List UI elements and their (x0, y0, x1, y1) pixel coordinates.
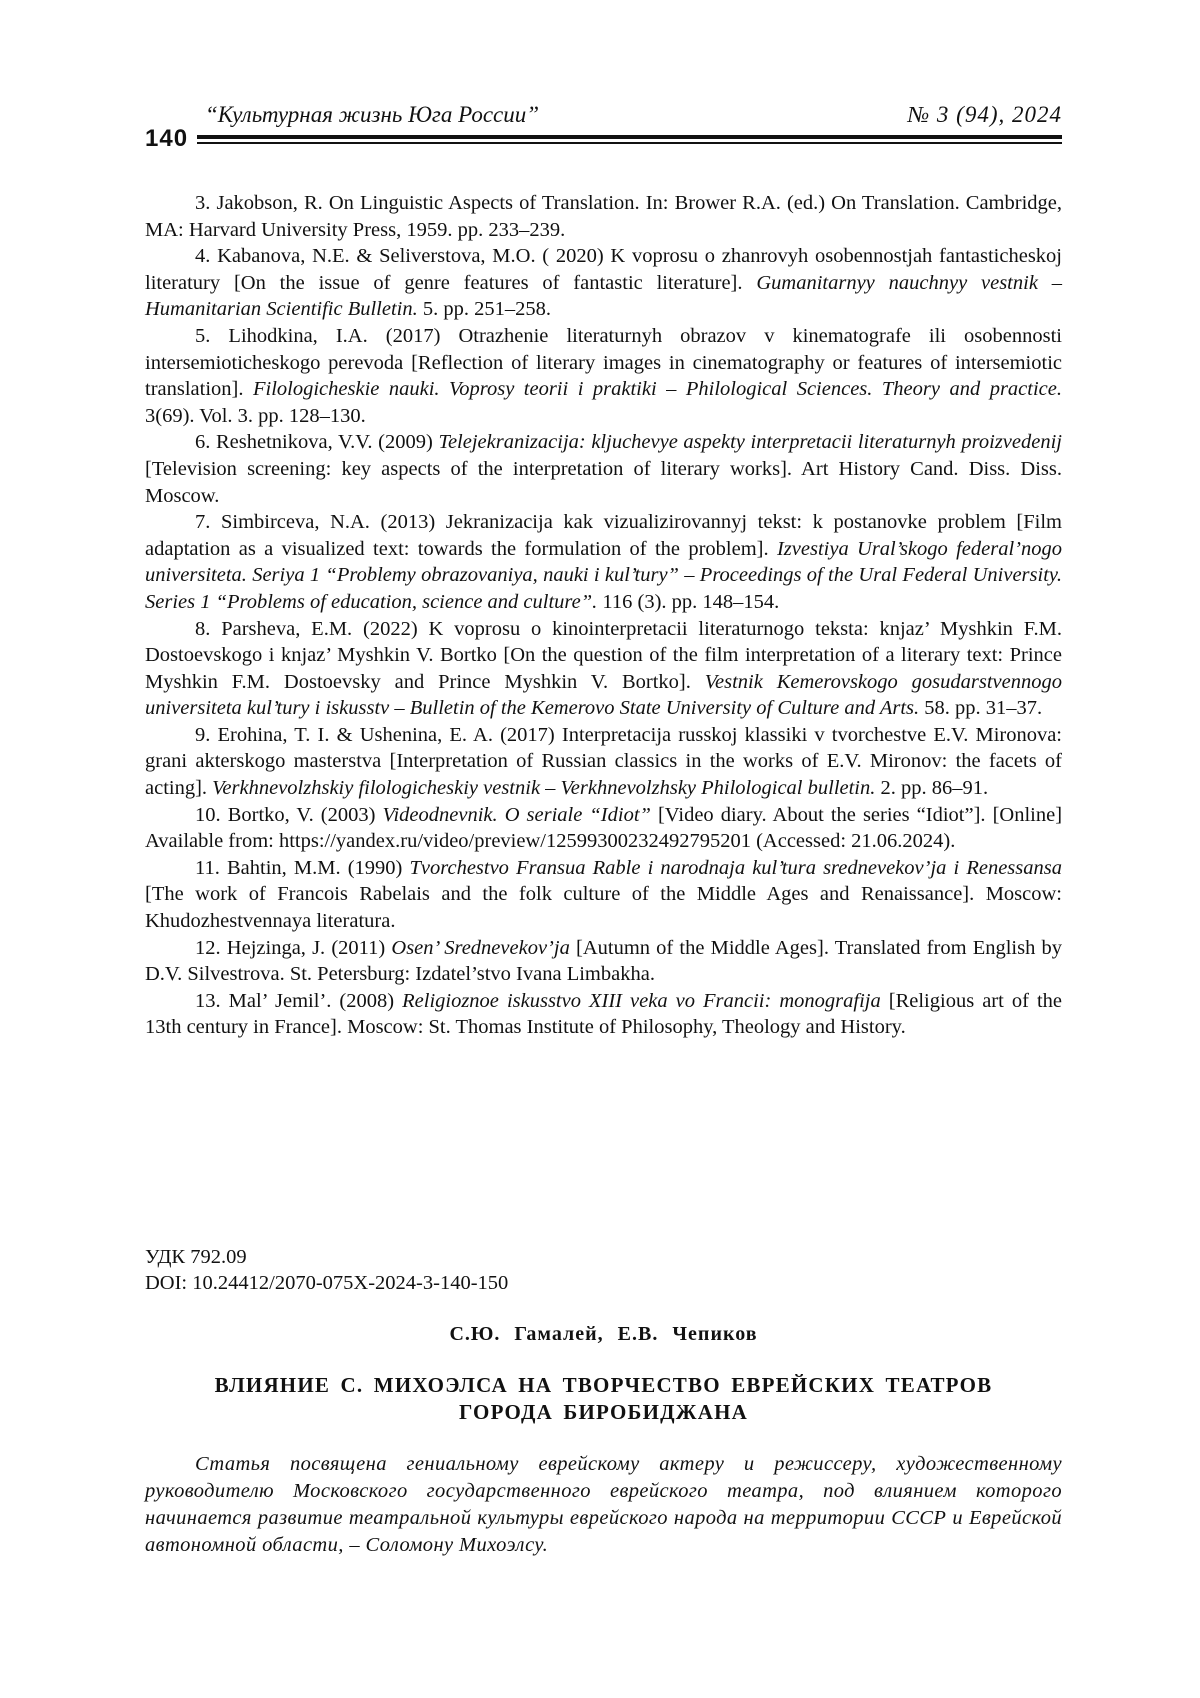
journal-title: “Культурная жизнь Юга России” (205, 102, 539, 128)
article-title (145, 1372, 1062, 1426)
reference-item (145, 935, 1062, 988)
reference-list (145, 190, 1062, 1041)
reference-source-italic: Gumanitarnyy nauchnyy vestnik – Humanitarian Scientific Bulletin. (145, 272, 1062, 321)
reference-source-italic: Izvestiya Ural’skogo federal’nogo universiteta. Seriya 1 “Problemy obrazovaniya, nauki i kul’tury” – Proceedings of the Ural Federal University. Series 1 “Problems of education, science and culture”. (145, 538, 1062, 613)
journal-page (0, 0, 1200, 1698)
reference-text: Jakobson, R. On Linguistic Aspects of Translation. In: Brower R.A. (ed.) On Translation. Cambridge, MA: Harvard University Press, 1959. pp. 233–239. (145, 192, 1062, 241)
reference-number: 11. (195, 857, 227, 879)
reference-source-italic: Osen’ Srednevekov’ja (391, 937, 569, 959)
reference-text: Simbirceva, N.A. (2013) Jekranizacija kak vizualizirovannyj tekst: k postanovke problem [Film adaptation as a visualized text: towards the formulation of the problem]. (145, 511, 1062, 560)
reference-number: 13. (195, 990, 229, 1012)
reference-text: [Religious art of the 13th century in France]. Moscow: St. Thomas Institute of Philosophy, Theology and History. (145, 990, 1062, 1039)
reference-item (145, 616, 1062, 722)
reference-text: Bortko, V. (2003) (228, 804, 383, 826)
reference-source-italic: Verkhnevolzhskiy filologicheskiy vestnik – Verkhnevolzhsky Philological bulletin. (212, 777, 875, 799)
reference-source-italic: Vestnik Kemerovskogo gosudarstvennogo universiteta kul’tury i iskusstv – Bulletin of the Kemerovo State University of Culture and Arts. (145, 671, 1062, 720)
header-rule-thick (197, 135, 1062, 139)
reference-text: Mal’ Jemil’. (2008) (229, 990, 402, 1012)
reference-number: 7. (195, 511, 221, 533)
reference-number: 5. (195, 325, 228, 347)
reference-text: Erohina, T. I. & Ushenina, E. A. (2017) Interpretacija russkoj klassiki v tvorchestve E.V. Mironova: grani akterskogo masterstva [Interpretation of Russian classics in the works of E.V. Mironov: the facets of acting]. (145, 724, 1062, 799)
article-title-line: ВЛИЯНИЕ С. МИХОЭЛСА НА ТВОРЧЕСТВО ЕВРЕЙСКИХ ТЕАТРОВ (145, 1372, 1062, 1399)
reference-number: 8. (195, 618, 221, 640)
issue-number: № 3 (94), 2024 (907, 102, 1062, 128)
header-rule-thin (197, 142, 1062, 144)
reference-item (145, 243, 1062, 323)
article-meta (145, 1244, 1062, 1296)
reference-item (145, 509, 1062, 615)
reference-text: [Video diary. About the series “Idiot”]. [Online] Available from: https://yandex.ru/video/preview/12599300232492795201 (Accessed: 21.06.2024). (145, 804, 1062, 853)
reference-text: [Autumn of the Middle Ages]. Translated from English by D.V. Silvestrova. St. Petersburg: Izdatel’stvo Ivana Limbakha. (145, 937, 1062, 986)
reference-number: 3. (195, 192, 216, 214)
page-header (145, 100, 1062, 148)
reference-text: 2. pp. 86–91. (875, 777, 988, 799)
udk-code: УДК 792.09 (145, 1244, 1062, 1270)
page-number: 140 (145, 127, 188, 151)
article-authors: С.Ю. Гамалей, Е.В. Чепиков (145, 1323, 1062, 1346)
reference-text: [Television screening: key aspects of the interpretation of literary works]. Art History Cand. Diss. Diss. Moscow. (145, 458, 1062, 507)
article-title-line: ГОРОДА БИРОБИДЖАНА (145, 1399, 1062, 1426)
reference-source-italic: Telejekranizacija: kljuchevye aspekty interpretacii literaturnyh proizvedenij (438, 431, 1062, 453)
reference-text: Parsheva, E.M. (2022) K voprosu o kinointerpretacii literaturnogo teksta: knjaz’ Myshkin F.M. Dostoevskogo i knjaz’ Myshkin V. Bortko [On the question of the film interpretation of a literary text: Prince Myshkin F.M. Dostoevsky and Prince Myshkin V. Bortko]. (145, 618, 1062, 693)
reference-text: [The work of Francois Rabelais and the folk culture of the Middle Ages and Renaissance]. Moscow: Khudozhestvennaya literatura. (145, 883, 1062, 932)
reference-text: 5. pp. 251–258. (418, 298, 551, 320)
reference-source-italic: Videodnevnik. O seriale “Idiot” (382, 804, 650, 826)
reference-number: 12. (195, 937, 227, 959)
reference-item (145, 190, 1062, 243)
reference-number: 10. (195, 804, 228, 826)
reference-text: Bahtin, M.M. (1990) (227, 857, 410, 879)
reference-number: 4. (195, 245, 217, 267)
reference-text: Reshetnikova, V.V. (2009) (216, 431, 438, 453)
reference-text: Kabanova, N.E. & Seliverstova, M.O. ( 2020) K voprosu o zhanrovyh osobennostjah fantasticheskoj literatury [On the issue of genre features of fantastic literature]. (145, 245, 1062, 294)
reference-source-italic: Filologicheskie nauki. Voprosy teorii i praktiki – Philological Sciences. Theory and practice. (253, 378, 1062, 400)
reference-item (145, 988, 1062, 1041)
doi: DOI: 10.24412/2070-075X-2024-3-140-150 (145, 1270, 1062, 1296)
reference-item (145, 855, 1062, 935)
reference-number: 9. (195, 724, 218, 746)
reference-item (145, 429, 1062, 509)
reference-item (145, 722, 1062, 802)
article-abstract: Статья посвящена гениальному еврейскому актеру и режиссеру, художественному руководителю Московского государственного еврейского театра, под влиянием которого начинается развитие театральной культуры еврейского народа на территории СССР и Еврейской автономной области, – Соломону Михоэлсу. (145, 1451, 1062, 1559)
reference-source-italic: Religioznoe iskusstvo XIII veka vo Francii: monografija (402, 990, 881, 1012)
reference-text: Lihodkina, I.A. (2017) Otrazhenie literaturnyh obrazov v kinematografe ili osobennosti intersemioticheskogo perevoda [Reflection of literary images in cinematography or features of intersemiotic translation]. (145, 325, 1062, 400)
reference-text: Hejzinga, J. (2011) (227, 937, 392, 959)
reference-number: 6. (195, 431, 216, 453)
reference-item (145, 323, 1062, 429)
reference-text: 58. pp. 31–37. (919, 697, 1042, 719)
reference-text: 116 (3). pp. 148–154. (597, 591, 779, 613)
reference-text: 3(69). Vol. 3. pp. 128–130. (145, 405, 366, 427)
reference-source-italic: Tvorchestvo Fransua Rable i narodnaja kul’tura srednevekov’ja i Renessansa (410, 857, 1062, 879)
reference-item (145, 802, 1062, 855)
